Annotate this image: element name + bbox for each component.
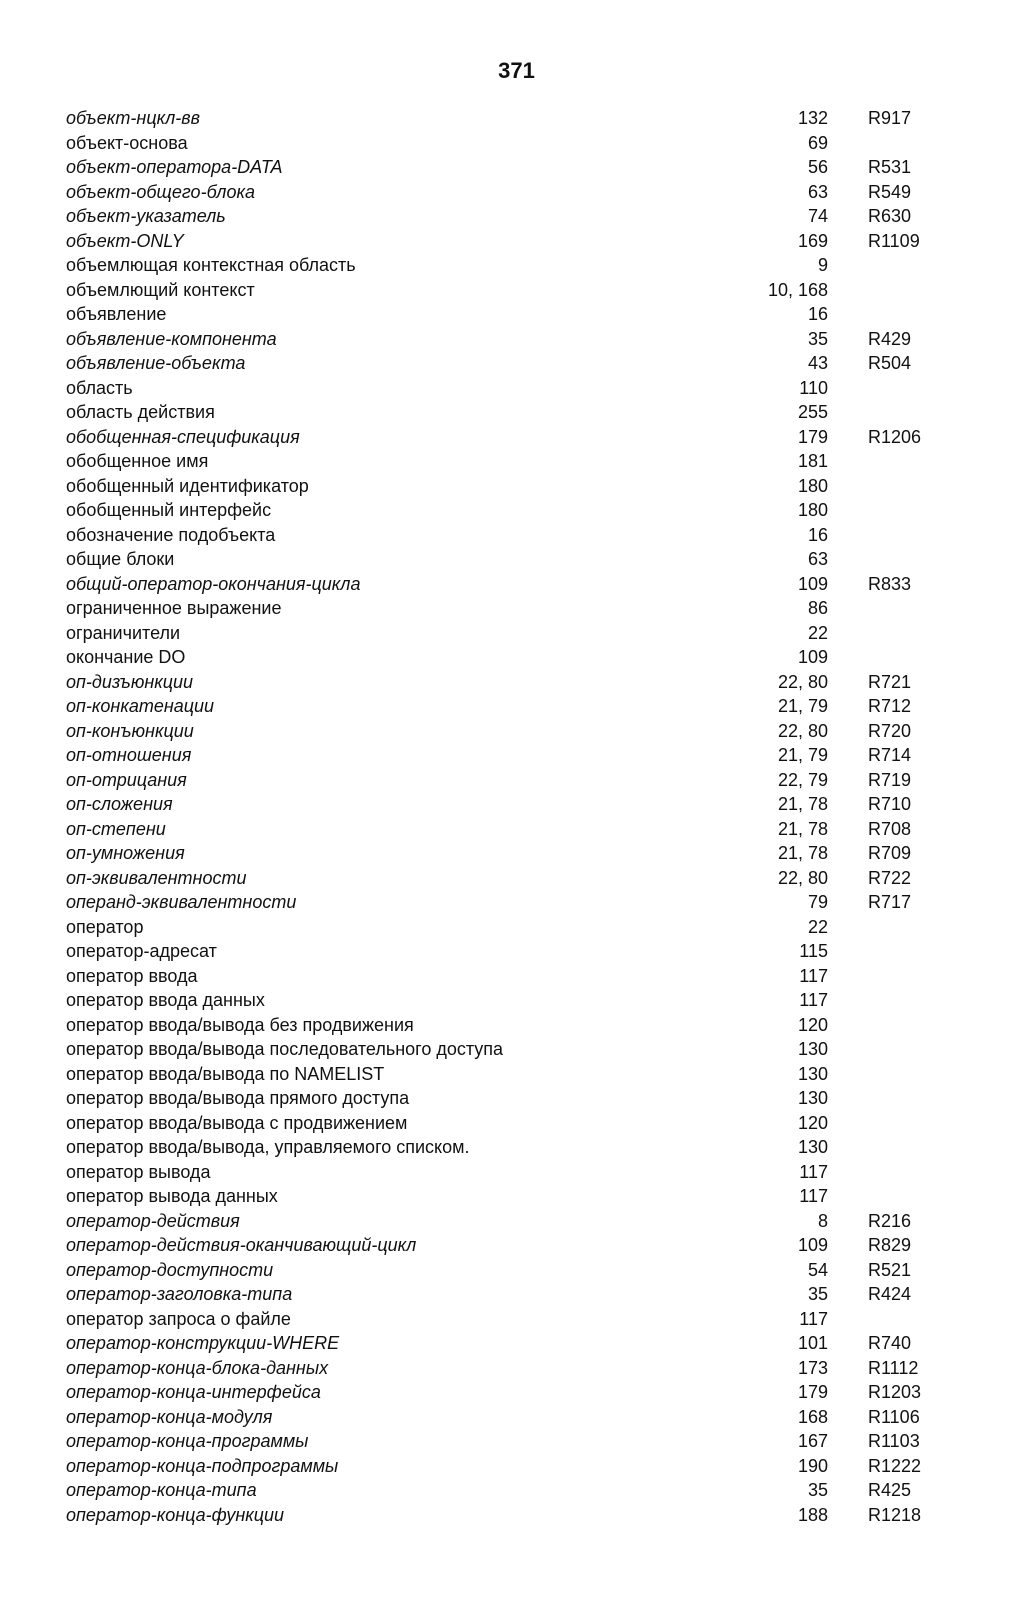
- index-term: оператор ввода/вывода, управляемого списком.: [66, 1137, 470, 1157]
- index-pages: 86: [807, 598, 828, 618]
- index-entry: [0, 1209, 1033, 1234]
- index-rule: R216: [868, 1210, 912, 1231]
- index-rule: R720: [868, 720, 912, 741]
- index-term: объемлющий контекст: [66, 279, 255, 300]
- index-term: оператор вывода данных: [66, 1186, 278, 1206]
- index-pages: 10, 168: [767, 279, 828, 300]
- index-rule: R719: [868, 769, 912, 790]
- index-entry: [0, 1429, 1033, 1454]
- index-pages: 117: [799, 1186, 828, 1206]
- index-pages: 16: [807, 524, 828, 545]
- index-term: объявление-объекта: [66, 353, 246, 373]
- index-pages: 117: [799, 1308, 828, 1329]
- index-pages: 69: [807, 132, 828, 153]
- index-pages: 22: [807, 916, 828, 937]
- index-term: оператор ввода/вывода по NAMELIST: [66, 1063, 385, 1084]
- index-pages: 21, 78: [777, 818, 828, 839]
- index-entry: [0, 425, 1033, 450]
- index-pages: 63: [807, 181, 828, 202]
- index-entry: [0, 498, 1033, 523]
- index-term: объект-оператора-DATA: [66, 157, 283, 177]
- index-entry: [0, 792, 1033, 817]
- index-pages: 35: [807, 328, 828, 349]
- index-term: оп-отрицания: [66, 769, 187, 790]
- index-pages: 16: [807, 304, 828, 324]
- index-entry: [0, 1356, 1033, 1381]
- index-pages: 180: [797, 475, 828, 496]
- index-term: оператор ввода/вывода без продвижения: [66, 1014, 414, 1035]
- index-pages: 109: [797, 647, 828, 667]
- index-pages: 120: [797, 1014, 828, 1035]
- index-entry: [0, 841, 1033, 866]
- index-term: оператор-конца-блока-данных: [66, 1357, 329, 1378]
- index-term: объявление: [66, 304, 167, 324]
- index-rule: R1222: [868, 1455, 922, 1476]
- index-term: оператор-конца-функции: [66, 1504, 285, 1525]
- index-term: ограниченное выражение: [66, 598, 282, 618]
- index-term: оператор ввода: [66, 965, 198, 986]
- index-term: обобщенный интерфейс: [66, 500, 272, 520]
- index-pages: 56: [807, 157, 828, 177]
- index-term: оператор ввода данных: [66, 990, 265, 1010]
- index-term: объект-нцкл-вв: [66, 108, 201, 128]
- index-entry: [0, 106, 1033, 131]
- index-entry: [0, 449, 1033, 474]
- index-entry: [0, 964, 1033, 989]
- index-rule: R424: [868, 1284, 912, 1304]
- index-list: [0, 106, 1033, 1527]
- index-entry: [0, 1037, 1033, 1062]
- index-rule: R709: [868, 843, 912, 863]
- index-rule: R829: [868, 1235, 912, 1255]
- index-pages: 21, 78: [777, 794, 828, 814]
- index-term: оп-отношения: [66, 745, 192, 765]
- index-entry: [0, 327, 1033, 352]
- index-entry: [0, 302, 1033, 327]
- index-rule: R504: [868, 353, 912, 373]
- index-entry: [0, 988, 1033, 1013]
- index-entry: [0, 523, 1033, 548]
- index-term: область: [66, 377, 133, 398]
- index-rule: R1109: [868, 230, 920, 251]
- index-rule: R531: [868, 157, 912, 177]
- index-term: оператор-адресат: [66, 941, 217, 961]
- index-rule: R1203: [868, 1382, 922, 1402]
- index-term: оператор-заголовка-типа: [66, 1284, 293, 1304]
- index-entry: [0, 890, 1033, 915]
- index-term: объявление-компонента: [66, 328, 277, 349]
- index-pages: 181: [797, 451, 828, 471]
- index-pages: 22, 80: [777, 671, 828, 692]
- index-term: оператор-конца-интерфейса: [66, 1382, 321, 1402]
- index-term: ограничители: [66, 622, 181, 643]
- index-entry: [0, 155, 1033, 180]
- index-pages: 167: [797, 1431, 828, 1451]
- index-entry: [0, 1503, 1033, 1528]
- index-term: оператор ввода/вывода с продвижением: [66, 1112, 408, 1133]
- index-entry: [0, 817, 1033, 842]
- index-rule: R1112: [868, 1357, 919, 1378]
- index-term: оператор вывода: [66, 1161, 211, 1182]
- index-entry: [0, 1454, 1033, 1479]
- index-entry: [0, 719, 1033, 744]
- index-term: обобщенная-спецификация: [66, 426, 300, 447]
- index-term: объект-общего-блока: [66, 181, 255, 202]
- index-rule: R1106: [868, 1406, 920, 1427]
- index-entry: [0, 1111, 1033, 1136]
- index-entry: [0, 1478, 1033, 1503]
- index-term: оператор-конструкции-WHERE: [66, 1333, 340, 1353]
- index-term: окончание DO: [66, 647, 186, 667]
- index-term: область действия: [66, 402, 215, 422]
- index-pages: 130: [797, 1137, 828, 1157]
- index-pages: 22, 80: [777, 867, 828, 888]
- index-entry: [0, 351, 1033, 376]
- index-entry: [0, 204, 1033, 229]
- index-entry: [0, 253, 1033, 278]
- index-pages: 109: [797, 1235, 828, 1255]
- index-pages: 179: [797, 1382, 828, 1402]
- index-pages: 101: [797, 1333, 828, 1353]
- index-pages: 74: [807, 206, 828, 226]
- index-rule: R710: [868, 794, 912, 814]
- index-rule: R521: [868, 1259, 912, 1280]
- index-pages: 109: [797, 573, 828, 594]
- index-pages: 120: [797, 1112, 828, 1133]
- index-rule: R425: [868, 1480, 912, 1500]
- index-pages: 168: [797, 1406, 828, 1427]
- index-term: общий-оператор-окончания-цикла: [66, 573, 361, 594]
- index-entry: [0, 474, 1033, 499]
- index-pages: 132: [797, 108, 828, 128]
- index-pages: 115: [799, 941, 828, 961]
- index-rule: R740: [868, 1333, 912, 1353]
- index-entry: [0, 131, 1033, 156]
- index-term: обобщенное имя: [66, 451, 209, 471]
- index-entry: [0, 768, 1033, 793]
- index-pages: 8: [817, 1210, 828, 1231]
- index-entry: [0, 621, 1033, 646]
- index-entry: [0, 1405, 1033, 1430]
- index-pages: 117: [799, 990, 828, 1010]
- index-term: объемлющая контекстная область: [66, 255, 356, 275]
- index-rule: R833: [868, 573, 912, 594]
- index-pages: 117: [799, 1161, 828, 1182]
- index-term: оператор ввода/вывода последовательного доступа: [66, 1039, 504, 1059]
- index-rule: R549: [868, 181, 912, 202]
- index-entry: [0, 670, 1033, 695]
- index-entry: [0, 1013, 1033, 1038]
- index-entry: [0, 743, 1033, 768]
- index-pages: 43: [807, 353, 828, 373]
- index-term: оператор-действия: [66, 1210, 240, 1231]
- page-number: 371: [498, 58, 535, 83]
- index-pages: 255: [797, 402, 828, 422]
- index-pages: 22, 79: [777, 769, 828, 790]
- index-term: оператор-конца-программы: [66, 1431, 309, 1451]
- index-term: объект-основа: [66, 132, 188, 153]
- index-term: оп-конкатенации: [66, 696, 215, 716]
- index-entry: [0, 645, 1033, 670]
- index-entry: [0, 1086, 1033, 1111]
- index-pages: 35: [807, 1480, 828, 1500]
- index-term: общие блоки: [66, 549, 175, 569]
- index-entry: [0, 1307, 1033, 1332]
- index-rule: R1206: [868, 426, 922, 447]
- index-entry: [0, 547, 1033, 572]
- index-rule: R708: [868, 818, 912, 839]
- index-term: объект-ONLY: [66, 230, 184, 251]
- index-term: операнд-эквивалентности: [66, 892, 297, 912]
- index-pages: 180: [797, 500, 828, 520]
- index-pages: 110: [799, 377, 828, 398]
- index-entry: [0, 1380, 1033, 1405]
- index-rule: R714: [868, 745, 912, 765]
- index-entry: [0, 1184, 1033, 1209]
- index-term: объект-указатель: [66, 206, 226, 226]
- index-pages: 21, 79: [777, 696, 828, 716]
- index-pages: 79: [807, 892, 828, 912]
- index-rule: R712: [868, 696, 912, 716]
- index-term: оп-конъюнкции: [66, 720, 194, 741]
- index-rule: R721: [868, 671, 912, 692]
- index-term: оп-сложения: [66, 794, 173, 814]
- index-rule: R717: [868, 892, 912, 912]
- index-rule: R630: [868, 206, 912, 226]
- index-term: оператор: [66, 916, 144, 937]
- index-rule: R429: [868, 328, 912, 349]
- index-entry: [0, 229, 1033, 254]
- index-pages: 130: [797, 1088, 828, 1108]
- index-pages: 130: [797, 1063, 828, 1084]
- index-term: обобщенный идентификатор: [66, 475, 309, 496]
- index-rule: R917: [868, 108, 912, 128]
- index-pages: 190: [797, 1455, 828, 1476]
- index-pages: 22: [807, 622, 828, 643]
- index-term: оператор-конца-модуля: [66, 1406, 273, 1427]
- index-pages: 130: [797, 1039, 828, 1059]
- index-entry: [0, 596, 1033, 621]
- index-entry: [0, 1233, 1033, 1258]
- index-term: оп-эквивалентности: [66, 867, 247, 888]
- index-pages: 169: [797, 230, 828, 251]
- index-pages: 21, 79: [777, 745, 828, 765]
- index-term: оператор-конца-подпрограммы: [66, 1455, 339, 1476]
- index-pages: 54: [807, 1259, 828, 1280]
- index-rule: R722: [868, 867, 912, 888]
- index-entry: [0, 915, 1033, 940]
- index-entry: [0, 694, 1033, 719]
- index-pages: 188: [797, 1504, 828, 1525]
- index-entry: [0, 939, 1033, 964]
- index-pages: 63: [807, 549, 828, 569]
- index-rule: R1218: [868, 1504, 922, 1525]
- index-rule: R1103: [868, 1431, 920, 1451]
- index-entry: [0, 180, 1033, 205]
- index-pages: 35: [807, 1284, 828, 1304]
- index-term: оп-степени: [66, 818, 166, 839]
- index-pages: 9: [817, 255, 828, 275]
- index-entry: [0, 1282, 1033, 1307]
- index-term: оператор ввода/вывода прямого доступа: [66, 1088, 410, 1108]
- index-entry: [0, 1331, 1033, 1356]
- index-term: оператор запроса о файле: [66, 1308, 291, 1329]
- index-term: оп-умножения: [66, 843, 185, 863]
- index-pages: 117: [799, 965, 828, 986]
- index-entry: [0, 866, 1033, 891]
- index-term: оператор-доступности: [66, 1259, 274, 1280]
- index-term: оператор-действия-оканчивающий-цикл: [66, 1235, 417, 1255]
- index-entry: [0, 278, 1033, 303]
- index-entry: [0, 400, 1033, 425]
- index-term: оп-дизъюнкции: [66, 671, 194, 692]
- index-entry: [0, 1258, 1033, 1283]
- index-entry: [0, 1160, 1033, 1185]
- index-term: обозначение подобъекта: [66, 524, 276, 545]
- index-entry: [0, 1062, 1033, 1087]
- index-entry: [0, 572, 1033, 597]
- index-entry: [0, 1135, 1033, 1160]
- index-pages: 179: [797, 426, 828, 447]
- index-pages: 173: [797, 1357, 828, 1378]
- index-pages: 21, 78: [777, 843, 828, 863]
- index-term: оператор-конца-типа: [66, 1480, 257, 1500]
- index-pages: 22, 80: [777, 720, 828, 741]
- index-entry: [0, 376, 1033, 401]
